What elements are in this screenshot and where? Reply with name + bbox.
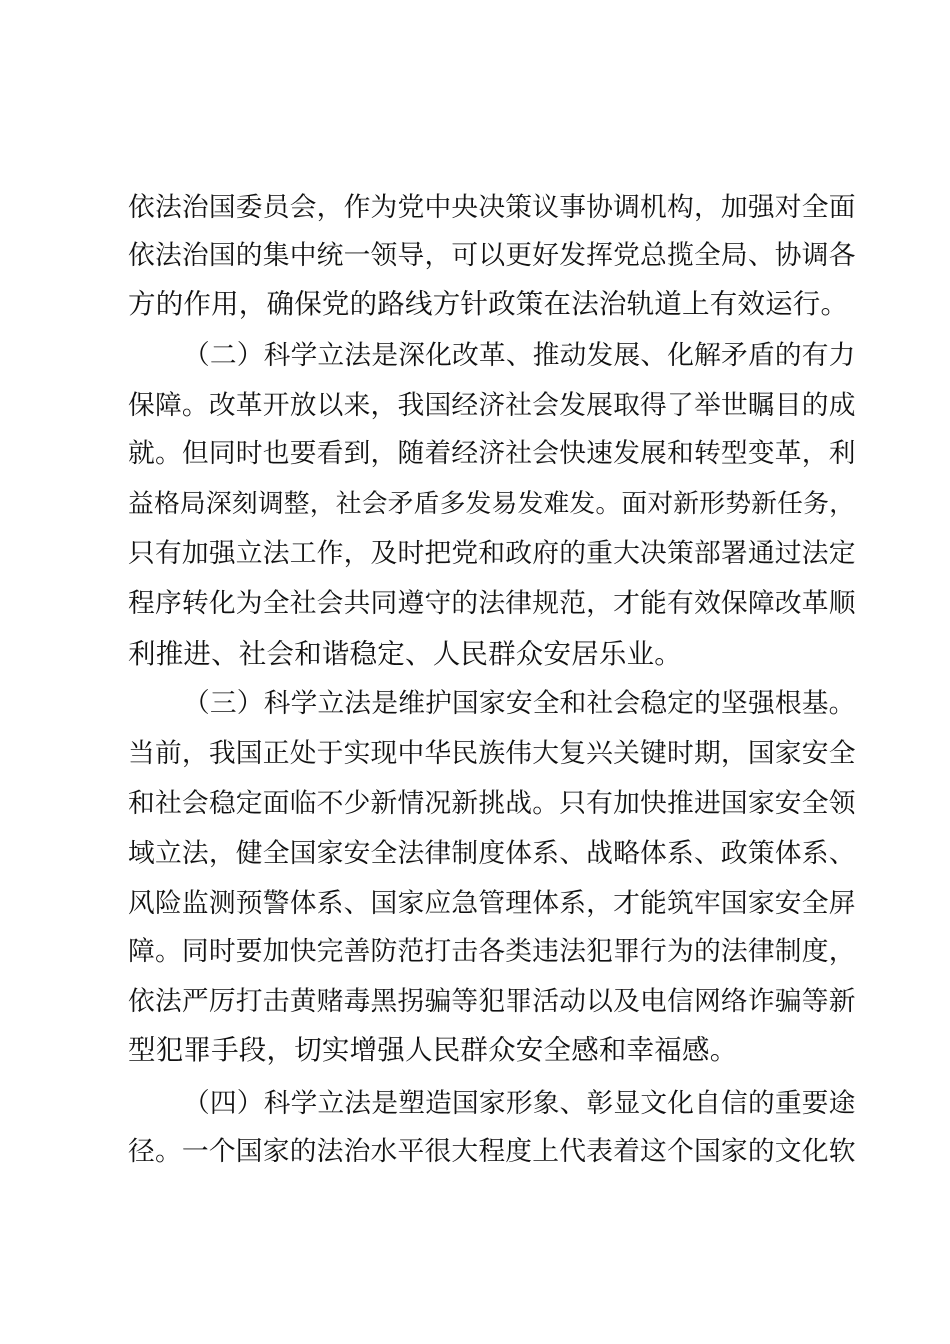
text-line: 依法治国委员会，作为党中央决策议事协调机构，加强对全面 (128, 192, 856, 223)
text-line: 就。但同时也要看到，随着经济社会快速发展和转型变革，利 (128, 438, 856, 469)
text-line: 当前，我国正处于实现中华民族伟大复兴关键时期，国家安全 (128, 738, 856, 769)
text-line: 程序转化为全社会共同遵守的法律规范，才能有效保障改革顺 (128, 588, 856, 619)
paragraph-heading-line: （二）科学立法是深化改革、推动发展、化解矛盾的有力 (183, 340, 856, 371)
text-line: 障。同时要加快完善防范打击各类违法犯罪行为的法律制度， (128, 936, 856, 967)
text-line: 域立法，健全国家安全法律制度体系、战略体系、政策体系、 (128, 838, 856, 869)
text-line: 方的作用，确保党的路线方针政策在法治轨道上有效运行。 (128, 288, 849, 320)
text-line: 依法治国的集中统一领导，可以更好发挥党总揽全局、协调各 (128, 240, 856, 271)
text-line: 只有加强立法工作，及时把党和政府的重大决策部署通过法定 (128, 538, 856, 569)
paragraph-heading-line: （四）科学立法是塑造国家形象、彰显文化自信的重要途 (183, 1088, 856, 1119)
text-line: 风险监测预警体系、国家应急管理体系，才能筑牢国家安全屏 (128, 888, 856, 919)
text-line: 型犯罪手段，切实增强人民群众安全感和幸福感。 (128, 1034, 738, 1066)
text-line: 和社会稳定面临不少新情况新挑战。只有加快推进国家安全领 (128, 788, 856, 819)
text-line: 利推进、社会和谐稳定、人民群众安居乐业。 (128, 638, 682, 670)
paragraph-heading-line: （三）科学立法是维护国家安全和社会稳定的坚强根基。 (183, 688, 856, 719)
text-line: 益格局深刻调整，社会矛盾多发易发难发。面对新形势新任务， (128, 489, 856, 519)
text-line: 径。一个国家的法治水平很大程度上代表着这个国家的文化软 (128, 1136, 856, 1167)
text-line: 保障。改革开放以来，我国经济社会发展取得了举世瞩目的成 (128, 390, 856, 421)
text-line: 依法严厉打击黄赌毒黑拐骗等犯罪活动以及电信网络诈骗等新 (128, 986, 856, 1017)
